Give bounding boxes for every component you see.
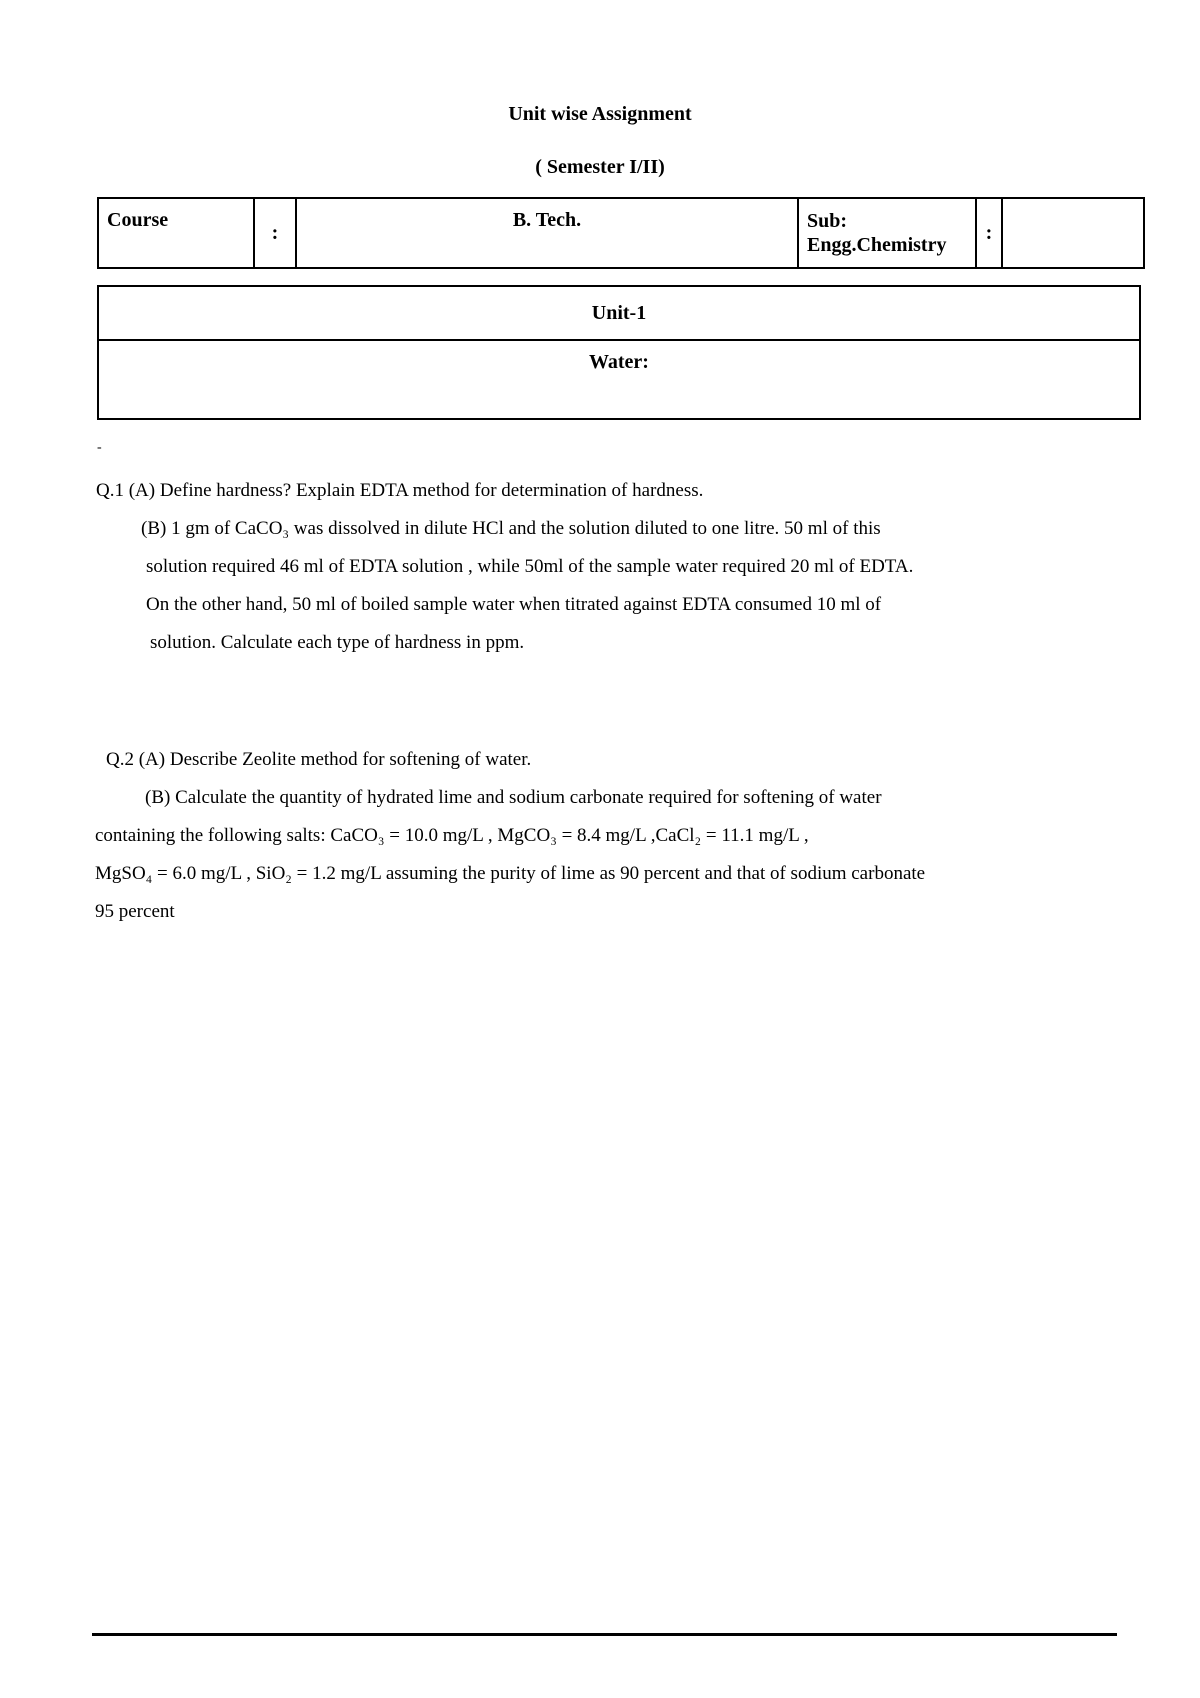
- unit-cell: [98, 286, 1140, 340]
- q1-part-b-line-2: solution required 46 ml of EDTA solution , while 50ml of the sample water required 20 ml of EDTA.: [146, 556, 914, 577]
- course-label: Course: [107, 209, 169, 231]
- course-label-cell: [98, 198, 254, 268]
- course-value-cell: [296, 198, 798, 268]
- subject-label-cell: [798, 198, 976, 268]
- q2-part-b-line-1: (B) Calculate the quantity of hydrated lime and sodium carbonate required for softening of water: [145, 787, 882, 808]
- colon-2: :: [985, 221, 993, 244]
- q1-part-a: Q.1 (A) Define hardness? Explain EDTA method for determination of hardness.: [96, 480, 704, 501]
- unit-label: Unit-1: [591, 301, 647, 324]
- course-value: B. Tech.: [512, 209, 582, 231]
- document-title: Unit wise Assignment: [508, 103, 692, 125]
- topic-cell: [98, 340, 1140, 419]
- colon-1: :: [271, 221, 279, 244]
- subject-value-cell: [1002, 198, 1144, 268]
- document-subtitle: ( Semester I/II): [535, 156, 665, 178]
- q2-part-a: Q.2 (A) Describe Zeolite method for softening of water.: [106, 749, 532, 770]
- q1-part-b-line-3: On the other hand, 50 ml of boiled sample water when titrated against EDTA consumed 10 ml of: [146, 594, 882, 615]
- course-info-table: [97, 197, 1145, 269]
- q2-part-b-line-4: 95 percent: [95, 901, 175, 922]
- colon-cell-1: [254, 198, 296, 268]
- q2-part-b-line-2: containing the following salts: CaCO₃ = 10.0 mg/L , MgCO₃ = 8.4 mg/L ,CaCl₂ = 11.1 mg/L ,: [95, 825, 809, 846]
- subject-label-line-2: Engg.Chemistry: [807, 234, 947, 256]
- topic-label: Water:: [589, 351, 649, 373]
- stray-mark: -: [97, 440, 102, 455]
- subject-label-line-1: Sub:: [807, 210, 848, 232]
- colon-cell-2: [976, 198, 1002, 268]
- footer-rule: [92, 1633, 1117, 1636]
- unit-table: [97, 285, 1141, 420]
- q1-part-b-line-4: solution. Calculate each type of hardness in ppm.: [150, 632, 525, 653]
- q1-part-b-line-1: (B) 1 gm of CaCO₃ was dissolved in dilute HCl and the solution diluted to one litre. 50 ml of this: [141, 518, 881, 539]
- q2-part-b-line-3: MgSO₄ = 6.0 mg/L , SiO₂ = 1.2 mg/L assuming the purity of lime as 90 percent and that of sodium carbonate: [95, 863, 926, 884]
